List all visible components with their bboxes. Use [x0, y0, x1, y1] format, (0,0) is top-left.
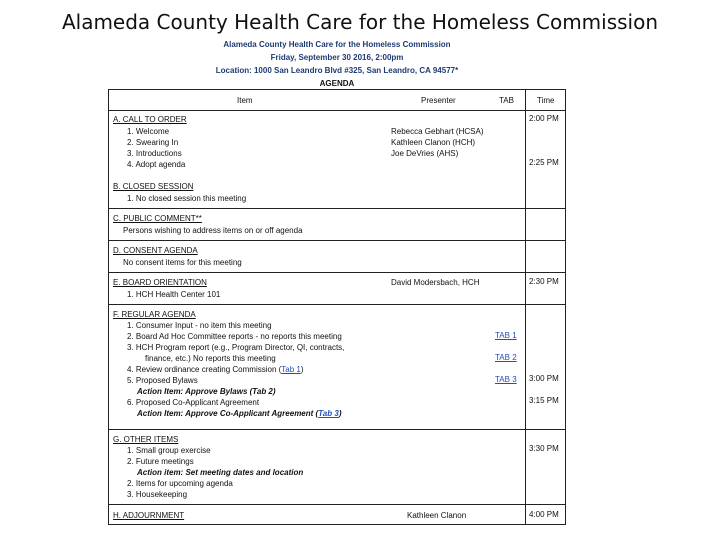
- list-item: 1. Small group exercise: [127, 446, 211, 455]
- section-b-title: B. CLOSED SESSION: [113, 182, 194, 191]
- column-header-item: Item: [237, 96, 253, 105]
- row-divider: [109, 240, 565, 241]
- list-item: 2. Board Ad Hoc Committee reports - no reports this meeting: [127, 332, 342, 341]
- list-item: 2. Items for upcoming agenda: [127, 479, 233, 488]
- presenter-name: Kathleen Clanon (HCH): [391, 138, 476, 147]
- item-text: Action Item: Approve Co-Applicant Agreement (: [137, 409, 319, 418]
- list-item: 1. Welcome: [127, 127, 170, 136]
- action-item: [137, 408, 341, 419]
- list-item: 2. Swearing In: [127, 138, 179, 147]
- item-text: ): [300, 365, 304, 374]
- action-item: Action item: Set meeting dates and location: [137, 468, 304, 477]
- section-c-title: C. PUBLIC COMMENT**: [113, 214, 202, 223]
- presenter-name: David Modersbach, HCH: [391, 278, 480, 287]
- item-text: ): [338, 409, 342, 418]
- row-divider: [109, 504, 565, 505]
- list-item: 4. Adopt agenda: [127, 160, 186, 169]
- row-divider: [109, 429, 565, 430]
- header-row-divider: [109, 110, 565, 111]
- agenda-label: AGENDA: [319, 79, 355, 88]
- list-item: finance, etc.) No reports this meeting: [145, 354, 276, 363]
- presenter-name: Kathleen Clanon: [407, 511, 467, 520]
- column-header-presenter: Presenter: [421, 96, 456, 105]
- document-header: [108, 38, 566, 90]
- time-value: 4:00 PM: [529, 510, 559, 519]
- section-c-note: Persons wishing to address items on or off agenda: [123, 226, 303, 235]
- row-divider: [109, 208, 565, 209]
- row-divider: [109, 304, 565, 305]
- list-item: 5. Proposed Bylaws: [127, 376, 198, 385]
- action-item: Action Item: Approve Bylaws (Tab 2): [137, 387, 276, 396]
- section-d-title: D. CONSENT AGENDA: [113, 246, 198, 255]
- agenda-table: [108, 89, 566, 525]
- slide-title: Alameda County Health Care for the Homeless Commission: [61, 10, 659, 34]
- list-item: 1. Consumer Input - no item this meeting: [127, 321, 272, 330]
- row-divider: [109, 272, 565, 273]
- tab-3-link[interactable]: Tab 3: [318, 409, 339, 418]
- list-item: 3. HCH Program report (e.g., Program Director, QI, contracts,: [127, 343, 345, 352]
- list-item: 3. Introductions: [127, 149, 182, 158]
- presenter-name: Rebecca Gebhart (HCSA): [391, 127, 484, 136]
- time-value: 3:00 PM: [529, 374, 559, 383]
- meeting-date: Friday, September 30 2016, 2:00pm: [270, 53, 404, 62]
- section-d-note: No consent items for this meeting: [123, 258, 242, 267]
- section-e-title: E. BOARD ORIENTATION: [113, 278, 207, 287]
- section-a-title: A. CALL TO ORDER: [113, 115, 187, 124]
- section-f-title: F. REGULAR AGENDA: [113, 310, 196, 319]
- tab-1-ref[interactable]: TAB 1: [495, 331, 517, 340]
- org-name: Alameda County Health Care for the Homeless Commission: [223, 40, 451, 49]
- section-g-title: G. OTHER ITEMS: [113, 435, 179, 444]
- time-value: 2:30 PM: [529, 277, 559, 286]
- column-header-tab: TAB: [499, 96, 514, 105]
- tab-1-link[interactable]: Tab 1: [281, 365, 301, 374]
- time-column-divider: [525, 90, 526, 524]
- tab-2-ref[interactable]: TAB 2: [495, 353, 517, 362]
- tab-3-ref[interactable]: TAB 3: [495, 375, 517, 384]
- list-item: 3. Housekeeping: [127, 490, 188, 499]
- list-item: 1. HCH Health Center 101: [127, 290, 221, 299]
- time-value: 3:15 PM: [529, 396, 559, 405]
- time-value: 3:30 PM: [529, 444, 559, 453]
- time-value: 2:25 PM: [529, 158, 559, 167]
- column-header-time: Time: [537, 96, 555, 105]
- meeting-location: Location: 1000 San Leandro Blvd #325, San Leandro, CA 94577*: [215, 66, 459, 75]
- list-item: 1. No closed session this meeting: [127, 194, 247, 203]
- item-text: 4. Review ordinance creating Commission (: [127, 365, 282, 374]
- list-item: 2. Future meetings: [127, 457, 194, 466]
- time-value: 2:00 PM: [529, 114, 559, 123]
- list-item: 6. Proposed Co-Applicant Agreement: [127, 398, 260, 407]
- presenter-name: Joe DeVries (AHS): [391, 149, 459, 158]
- section-h-title: H. ADJOURNMENT: [113, 511, 185, 520]
- list-item: [127, 364, 304, 375]
